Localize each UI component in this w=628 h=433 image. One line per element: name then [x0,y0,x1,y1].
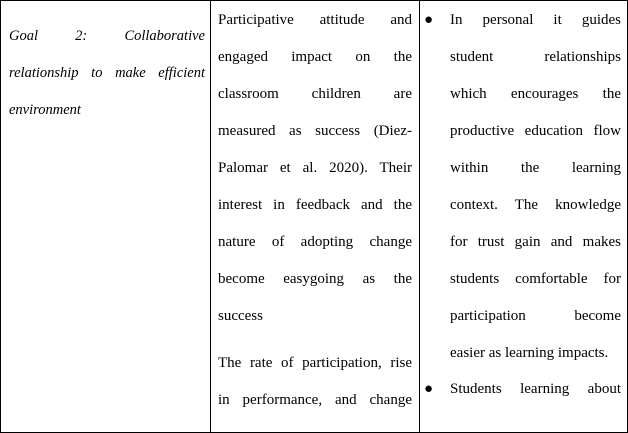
text-line: in performance, and change [218,392,412,408]
text-line: easier as learning impacts. [450,345,609,361]
goal-line: relationship to make efficient [9,65,205,81]
text-line: context. The knowledge [450,197,621,213]
text-line: students comfortable for [450,271,621,287]
text-line: The rate of participation, rise [218,355,412,371]
text-line: Students learning about [450,381,621,397]
text-line: participation become [450,308,621,324]
text-line: success [218,308,263,324]
bullet-text [450,2,621,372]
text-line: nature of adopting change [218,234,412,250]
text-line: measured as success (Diez- [218,123,412,139]
text-line: become easygoing as the [218,271,412,287]
bullet-text [450,371,621,408]
measures-paragraph-1 [218,2,412,335]
measures-column [211,1,420,432]
goal-text [9,18,205,129]
text-line: within the learning [450,160,621,176]
goal-line: Goal 2: Collaborative [9,28,205,44]
text-line: for trust gain and makes [450,234,621,250]
text-line: Palomar et al. 2020). Their [218,160,412,176]
text-line: classroom children are [218,86,412,102]
text-line: student relationships [450,49,621,65]
text-line: interest in feedback and the [218,197,412,213]
text-line: In personal it guides [450,12,621,28]
bullet-icon: ● [424,12,434,28]
text-line: engaged impact on the [218,49,412,65]
outcomes-column [420,1,628,432]
text-line: Participative attitude and [218,12,412,28]
goal-line: environment [9,102,81,118]
text-line: productive education flow [450,123,621,139]
text-line: which encourages the [450,86,621,102]
measures-paragraph-2 [218,345,412,419]
goal-column [1,1,211,432]
bullet-icon: ● [424,381,434,397]
